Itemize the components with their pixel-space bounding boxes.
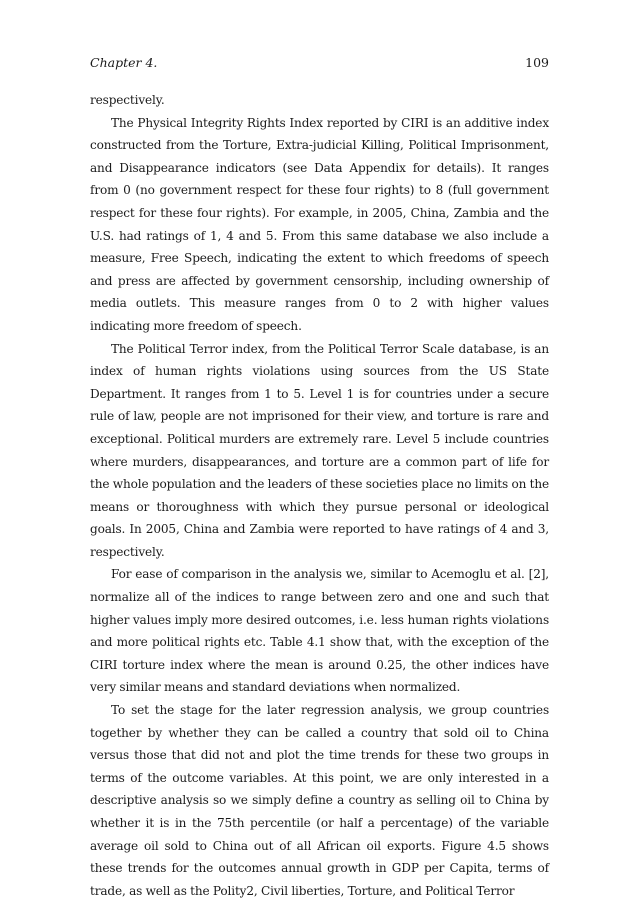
paragraph-continuation: respectively. [90,93,165,107]
page-number: 109 [525,55,549,70]
running-header [90,55,549,79]
chapter-title: Chapter 4. [90,55,158,70]
paragraph-normalization: For ease of comparison in the analysis we, similar to Acemoglu et al. [2], normalize all of the indices to range between zero and one and such that higher values imply more desired outcomes, i.e. less human rights violations and more political rights etc. Table 4.1 show that, with the exception of the CIRI torture index where the mean is around 0.25, the other indices have very similar means and standard deviations when normalized. [90,567,549,695]
paragraph-regression-setup: To set the stage for the later regression analysis, we group countries together by whether they can be called a country that sold oil to China versus those that did not and plot the time trends for these two groups in terms of the outcome variables. At this point, we are only interested in a descriptive analysis so we simply define a country as selling oil to China by whether it is in the 75th percentile (or half a percentage) of the variable average oil sold to China out of all African oil exports. Figure 4.5 shows these trends for the outcomes annual growth in GDP per Capita, terms of trade, as well as the Polity2, Civil liberties, Torture, and Political Terror [90,703,549,898]
page [90,55,549,902]
body-text [90,89,549,902]
paragraph-political-terror: The Political Terror index, from the Political Terror Scale database, is an index of human rights violations using sources from the US State Department. It ranges from 1 to 5. Level 1 is for countries under a secure rule of law, people are not imprisoned for their view, and torture is rare and exceptional. Political murders are extremely rare. Level 5 include countries where murders, disappearances, and torture are a common part of life for the whole population and the leaders of these societies place no limits on the means or thoroughness with which they pursue personal or ideological goals. In 2005, China and Zambia were reported to have ratings of 4 and 3, respectively. [90,341,549,559]
paragraph-ciri-index: The Physical Integrity Rights Index reported by CIRI is an additive index constructed from the Torture, Extra-judicial Killing, Political Imprisonment, and Disappearance indicators (see Data Appendix for details). It ranges from 0 (no government respect for these four rights) to 8 (full government respect for these four rights). For example, in 2005, China, Zambia and the U.S. had ratings of 1, 4 and 5. From this same database we also include a measure, Free Speech, indicating the extent to which freedoms of speech and press are affected by government censorship, including ownership of media outlets. This measure ranges from 0 to 2 with higher values indicating more freedom of speech. [90,115,549,333]
